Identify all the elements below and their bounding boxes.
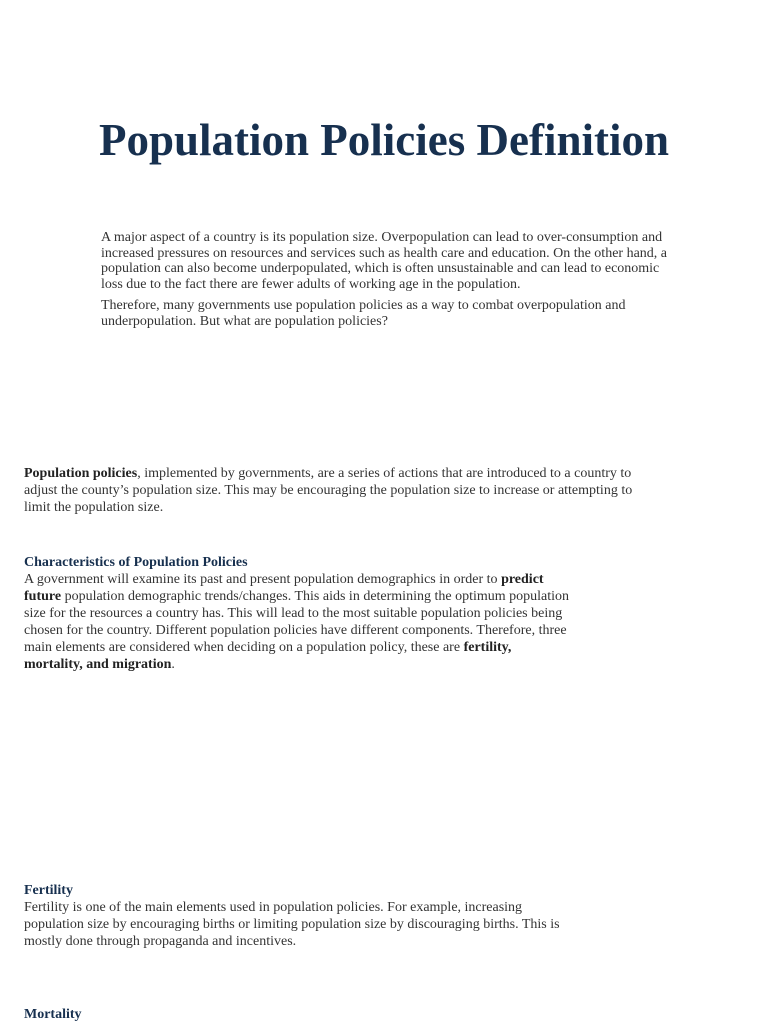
fertility-section (24, 882, 569, 950)
characteristics-text-2: population demographic trends/changes. This aids in determining the optimum population size for the resources a country has. This will lead to the most suitable population policies being chosen for the country. Different population policies have different components. Therefore, three main elements are considered when deciding on a population policy, these are (24, 589, 570, 655)
page-title: Population Policies Definition (98, 115, 669, 165)
characteristics-heading: Characteristics of Population Policies (24, 555, 248, 570)
mortality-heading: Mortality (24, 1007, 82, 1022)
definition-text: , implemented by governments, are a series of actions that are introduced to a country to adjust the county’s population size. This may be encouraging the population size to increase or attempting to limit the population size. (24, 466, 633, 515)
definition-section (24, 465, 644, 516)
characteristics-text-1: A government will examine its past and present population demographics in order to (24, 572, 502, 587)
characteristics-bold-2: fertility, mortality, and migration (24, 640, 512, 672)
characteristics-bold-1: predict future (24, 572, 544, 604)
characteristics-text-3: . (171, 657, 175, 672)
intro-section (101, 230, 671, 336)
characteristics-paragraph (24, 571, 569, 673)
intro-paragraph-2: Therefore, many governments use population policies as a way to combat overpopulation and underpopulation. But what are population policies? (101, 298, 626, 329)
mortality-section (24, 1006, 569, 1023)
definition-term: Population policies (24, 466, 138, 481)
fertility-paragraph: Fertility is one of the main elements used in population policies. For example, increasing population size by encouraging births or limiting population size by discouraging births. This is mostly done through propaganda and incentives. (24, 900, 560, 949)
definition-paragraph (24, 465, 644, 516)
characteristics-section (24, 554, 569, 673)
fertility-heading: Fertility (24, 883, 73, 898)
intro-paragraph-1: A major aspect of a country is its population size. Overpopulation can lead to over-consumption and increased pressures on resources and services such as health care and education. On the other hand, a population can also become underpopulated, which is often unsustainable and can lead to economic loss due to the fact there are fewer adults of working age in the population. (101, 230, 667, 292)
